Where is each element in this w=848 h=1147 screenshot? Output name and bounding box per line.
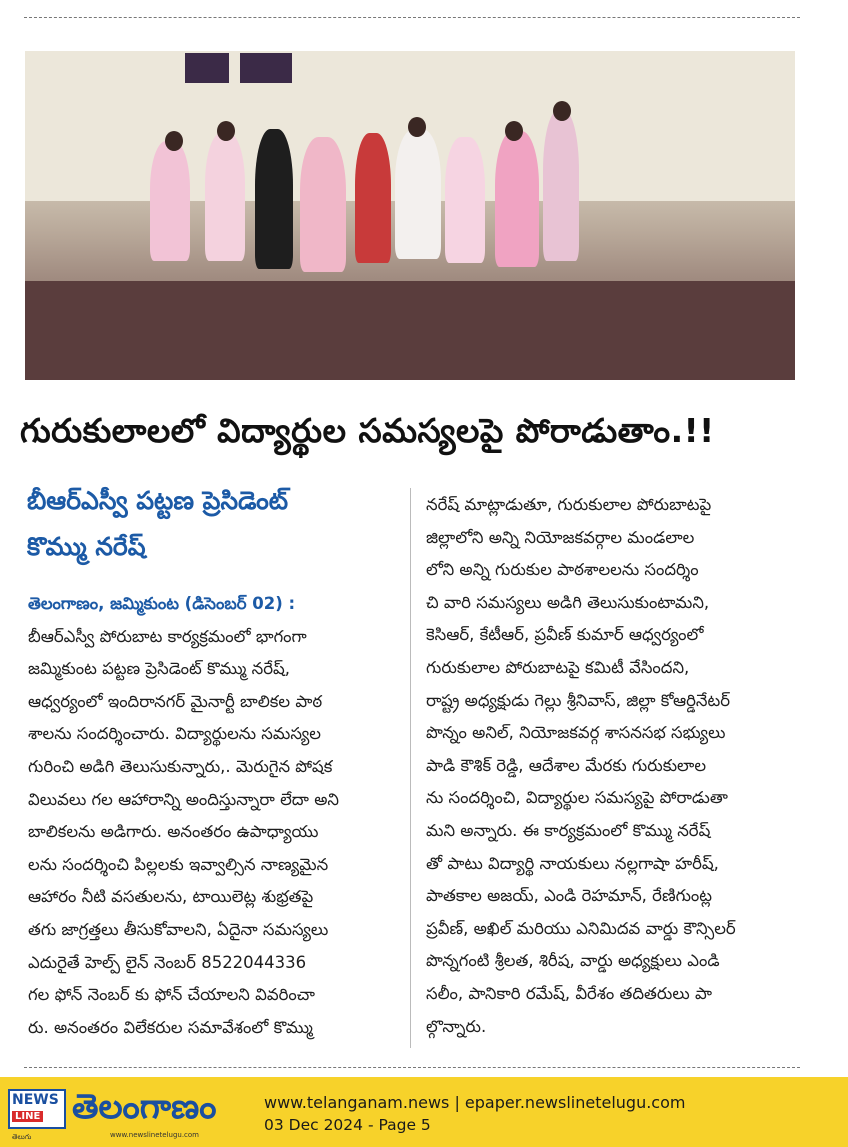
article-line: పొన్నం అనిల్, నియోజకవర్గ శాసనసభ సభ్యులు: [426, 723, 726, 743]
article-line: రాష్ట్ర అధ్యక్షుడు గెల్లు శ్రీనివాస్, జిల్లా కోఆర్డినేటర్: [426, 690, 730, 710]
article-line: పాతకాల అజయ్, ఎండి రెహమాన్, రేణిగుంట్ల: [426, 886, 713, 906]
article-line: నరేష్ మాట్లాడుతూ, గురుకులాల పోరుబాటపై: [426, 495, 712, 514]
subheading: [27, 478, 397, 570]
article-line: తో పాటు విద్యార్థి నాయకులు నల్లగాషా హరీష్,: [426, 853, 719, 873]
subheading-line-1: బీఆర్ఎస్వీ పట్టణ ప్రెసిడెంట్: [27, 486, 289, 515]
article-line: గల ఫోన్ నెంబర్ కు ఫోన్ చేయాలని వివరించా: [28, 985, 315, 1005]
article-line: ఎదురైతే హెల్ప్ లైన్ నెంబర్ 8522044336: [28, 952, 307, 972]
article-line: ను సందర్శించి, విద్యార్థుల సమస్యపై పోరాడుతా: [426, 788, 728, 808]
article-line: విలువలు గల ఆహారాన్ని అందిస్తున్నారా లేదా అని: [28, 789, 339, 809]
article-line: మని అన్నారు. ఈ కార్యక్రమంలో కొమ్ము నరేష్: [426, 820, 711, 840]
dateline: తెలంగాణం, జమ్మికుంట (డిసెంబర్ 02) :: [28, 594, 296, 613]
news-photo: [25, 51, 795, 380]
article-line: పాడి కౌశిక్ రెడ్డి, ఆదేశాల మేరకు గురుకులాల: [426, 755, 707, 775]
article-line: పొన్నగంటి శ్రీలత, శిరీష, వార్డు అధ్యక్షులు ఎండి: [426, 951, 720, 971]
logo-site-url: www.newslinetelugu.com: [110, 1131, 199, 1139]
footer-bar: [0, 1077, 848, 1147]
article-right-column: [426, 489, 802, 1043]
article-left-column: [28, 588, 398, 1044]
article-line: లోని అన్ని గురుకుల పాఠశాలలను సందర్శిం: [426, 560, 699, 580]
article-line: లను సందర్శించి పిల్లలకు ఇవ్వాల్సిన నాణ్యమైన: [28, 854, 329, 874]
article-line: సలీం, పానికారి రమేష్, వీరేశం తదితరులు పా: [426, 983, 712, 1003]
top-divider: [24, 17, 800, 18]
page-info: 03 Dec 2024 - Page 5: [264, 1116, 431, 1134]
article-line: ఆహారం నీటి వసతులను, టాయిలెట్ల శుభ్రతపై: [28, 887, 314, 907]
article-line: బీఆర్ఎస్వీ పోరుబాట కార్యక్రమంలో భాగంగా: [28, 626, 307, 646]
logo-line-text: LINE: [12, 1111, 43, 1122]
logo-tagline: తెలుగు: [12, 1133, 32, 1141]
article-line: ల్గొన్నారు.: [426, 1016, 487, 1036]
newsline-logo[interactable]: [8, 1089, 66, 1129]
article-line: జమ్మికుంట పట్టణ ప్రెసిడెంట్ కొమ్ము నరేష్,: [28, 659, 291, 679]
article-line: జిల్లాలోని అన్ని నియోజకవర్గాల మండలాల: [426, 527, 695, 547]
article-line: గురించి అడిగి తెలుసుకున్నారు,. మెరుగైన పోషక: [28, 756, 333, 776]
article-line: బాలికలను అడిగారు. అనంతరం ఉపాధ్యాయు: [28, 822, 319, 842]
bottom-divider: [24, 1067, 800, 1068]
telanganam-logo[interactable]: తెలంగాణం: [72, 1087, 217, 1127]
footer-urls[interactable]: www.telanganam.news | epaper.newslinetelugu.com: [264, 1093, 686, 1112]
column-divider: [410, 488, 411, 1048]
article-line: ఆధ్వర్యంలో ఇందిరానగర్ మైనార్టీ బాలికల పాఠ: [28, 691, 323, 711]
article-line: తగు జాగ్రత్తలు తీసుకోవాలని, ఏదైనా సమస్యలు: [28, 919, 329, 939]
subheading-line-2: కొమ్ము నరేష్: [27, 532, 146, 561]
article-line: రు. అనంతరం విలేకరుల సమావేశంలో కొమ్ము: [28, 1017, 313, 1037]
headline: గురుకులాలలో విద్యార్థుల సమస్యలపై పోరాడుతాం.!!: [20, 411, 715, 450]
article-line: కెసిఆర్, కేటీఆర్, ప్రవీణ్ కుమార్ ఆధ్వర్యంలో: [426, 625, 704, 645]
article-line: చి వారి సమస్యలు అడిగి తెలుసుకుంటామని,: [426, 592, 710, 612]
article-line: గురుకులాల పోరుబాటపై కమిటీ వేసిందని,: [426, 657, 690, 677]
logo-news-text: NEWS: [12, 1092, 59, 1108]
article-line: ప్రవీణ్, అఖిల్ మరియు ఎనిమిదవ వార్డు కౌన్సిలర్: [426, 918, 736, 938]
article-line: శాలను సందర్శించారు. విద్యార్థులను సమస్యల: [28, 724, 321, 744]
